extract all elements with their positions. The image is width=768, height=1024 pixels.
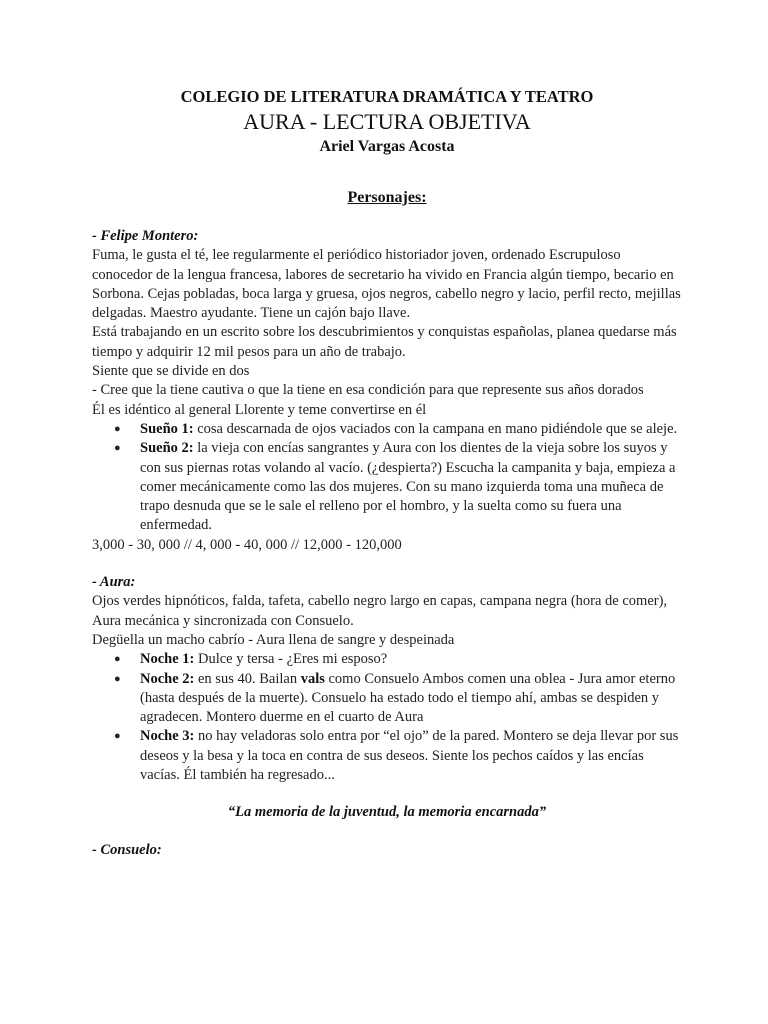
bullet-icon: ● [114, 442, 121, 455]
bullet-icon: ● [114, 653, 121, 666]
section-title-personajes: Personajes: [347, 189, 427, 206]
author-name: Ariel Vargas Acosta [319, 138, 455, 155]
night-text: en sus 40. Bailan [194, 670, 301, 687]
list-item [92, 727, 682, 785]
list-item [92, 439, 682, 535]
vals-word: vals [300, 670, 325, 687]
felipe-cautiva: - Cree que la tiene cautiva o que la tiene en esa condición para que represente sus años dorados [92, 382, 644, 399]
list-item [92, 650, 682, 669]
felipe-llorente: Él es idéntico al general Llorente y teme convertirse en él [92, 401, 427, 418]
felipe-divide: Siente que se divide en dos [92, 363, 250, 380]
character-heading-aura: - Aura: [92, 574, 136, 591]
bullet-icon: ● [114, 730, 121, 743]
college-heading: COLEGIO DE LITERATURA DRAMÁTICA Y TEATRO [180, 87, 594, 106]
felipe-work: Está trabajando en un escrito sobre los descubrimientos y conquistas españolas, planea quedarse más tiempo y adquirir 12 mil pesos para un año de trabajo. [92, 324, 677, 360]
night-label: Noche 2: [140, 670, 195, 687]
felipe-description: Fuma, le gusta el té, lee regularmente el periódico historiador joven, ordenado Escrupuloso conocedor de la lengua francesa, labores de secretario ha vivido en Francia algún tiempo, becario en Sorbona. Cejas pobladas, boca larga y gruesa, ojos negros, cabello negro y lacio, perfil recto, mejillas delgadas. Maestro ayudante. Tiene un cajón bajo llave. [92, 247, 681, 322]
bullet-icon: ● [114, 672, 121, 685]
list-item [92, 420, 682, 439]
aura-nights-list [92, 650, 682, 785]
felipe-dream-list [92, 420, 682, 536]
document-title: AURA - LECTURA OBJETIVA [243, 109, 531, 134]
aura-deguella: Degüella un macho cabrío - Aura llena de sangre y despeinada [92, 631, 455, 648]
night-text: Dulce y tersa - ¿Eres mi esposo? [194, 651, 388, 668]
night-text-continued: como Consuelo Ambos comen una oblea - Jura amor eterno (hasta después de la muerte). Consuelo ha estado todo el tiempo ahí, ambas se despiden y agradecen. Montero duerme en el cuarto de Aura [140, 670, 676, 726]
quote: “La memoria de la juventud, la memoria encarnada” [227, 804, 547, 821]
character-heading-consuelo: - Consuelo: [92, 841, 162, 858]
document-page [92, 86, 682, 860]
aura-description: Ojos verdes hipnóticos, falda, tafeta, cabello negro largo en capas, campana negra (hora de comer), Aura mecánica y sincronizada con Consuelo. [92, 593, 668, 629]
list-item [92, 670, 682, 728]
night-text: no hay veladoras solo entra por “el ojo” de la pared. Montero se deja llevar por sus deseos y la besa y la toca en contra de sus deseos. Siente los pechos caídos y las encías vacías. Él también ha regresado... [140, 728, 679, 784]
bullet-icon: ● [114, 422, 121, 435]
dream-label: Sueño 2: [140, 440, 194, 457]
dream-label: Sueño 1: [140, 420, 194, 437]
night-label: Noche 3: [140, 728, 195, 745]
dream-text: cosa descarnada de ojos vaciados con la campana en mano pidiéndole que se aleje. [193, 420, 678, 437]
dream-text: la vieja con encías sangrantes y Aura con los dientes de la vieja sobre los suyos y con sus piernas rotas volando al vacío. (¿despierta?) Escucha la campanita y baja, empieza a comer mecánicamente como las dos mujeres. Con su mano izquierda toma una muñeca de trapo desnuda que se le sale el relleno por el hombro, y la suelta como su fuera una enfermedad. [140, 440, 676, 534]
character-heading-felipe: - Felipe Montero: [92, 228, 199, 244]
night-label: Noche 1: [140, 651, 195, 668]
felipe-numbers: 3,000 - 30, 000 // 4, 000 - 40, 000 // 12,000 - 120,000 [92, 536, 402, 553]
